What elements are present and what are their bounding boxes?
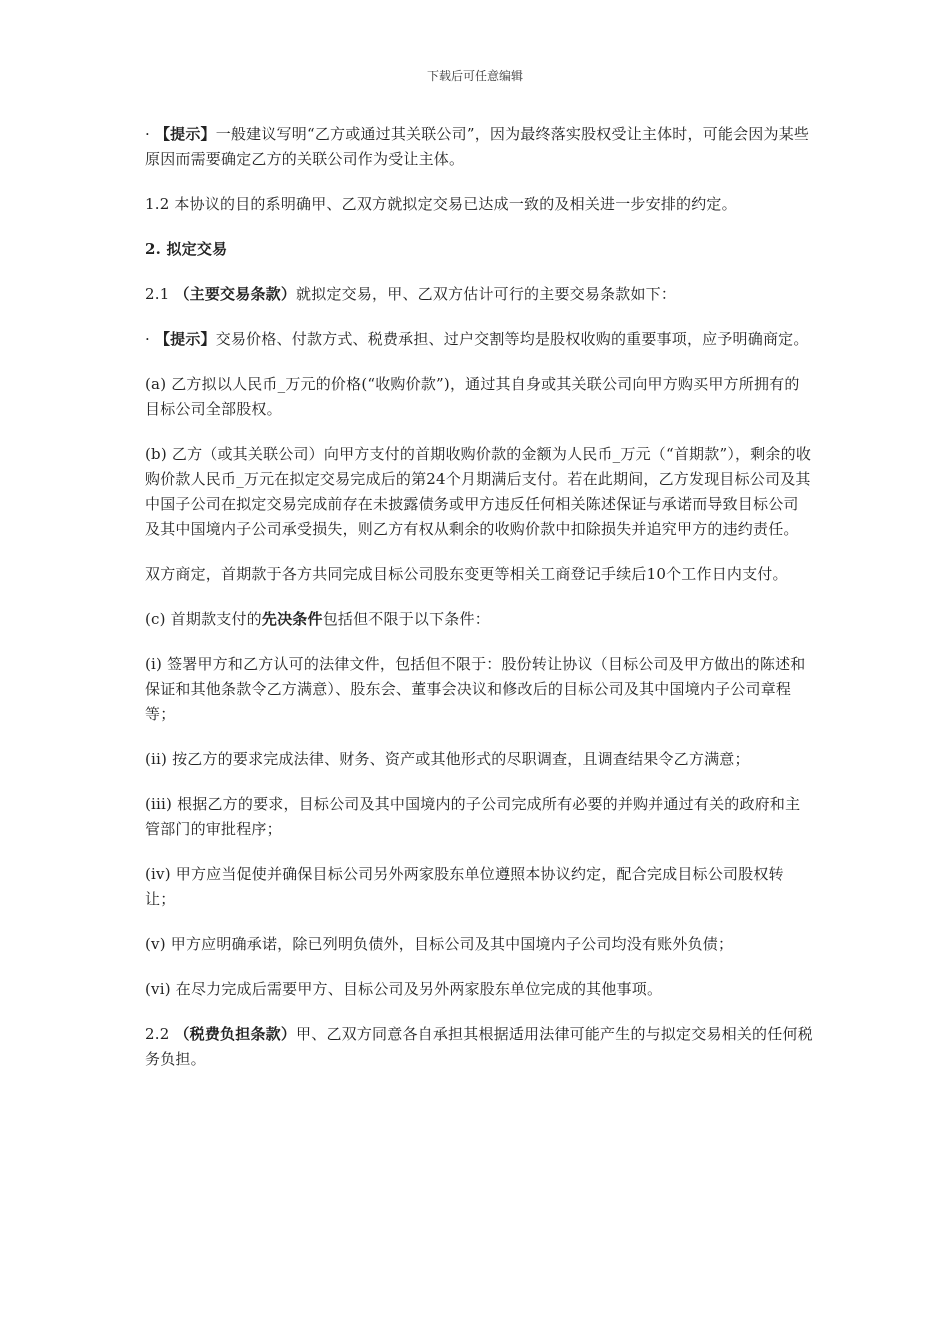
- condition-i: (i) 签署甲方和乙方认可的法律文件，包括但不限于：股份转让协议（目标公司及甲方做出的陈述和保证和其他条款令乙方满意）、股东会、董事会决议和修改后的目标公司及其中国境内子公司章程等；: [145, 655, 806, 723]
- tip-text: 交易价格、付款方式、税费承担、过户交割等均是股权收购的重要事项，应予明确商定。: [215, 330, 809, 348]
- bullet: ·: [145, 125, 155, 143]
- clause-2-2: [145, 1022, 813, 1072]
- clause-text: 甲、乙双方同意各自承担其根据适用法律可能产生的与拟定交易相关的任何税务负担。: [145, 1025, 813, 1068]
- item-a: (a) 乙方拟以人民币_万元的价格(“收购价款”)，通过其自身或其关联公司向甲方购买甲方所拥有的目标公司全部股权。: [145, 375, 800, 418]
- tip-label: 【提示】: [154, 125, 216, 143]
- tip-label: 【提示】: [154, 330, 216, 348]
- condition-v: (v) 甲方应明确承诺，除已列明负债外，目标公司及其中国境内子公司均没有账外负债；: [145, 935, 734, 953]
- clause-title: （主要交易条款）: [174, 285, 297, 303]
- condition-iv: (iv) 甲方应当促使并确保目标公司另外两家股东单位遵照本协议约定，配合完成目标公司股权转让；: [145, 865, 784, 908]
- page-header: 下载后可任意编辑: [426, 69, 523, 83]
- item-c-prefix: (c) 首期款支付的: [145, 610, 262, 628]
- clause-2-1: [145, 282, 813, 307]
- payment-agreement: 双方商定，首期款于各方共同完成目标公司股东变更等相关工商登记手续后10个工作日内支付。: [145, 565, 788, 583]
- tip-paragraph-2: [145, 327, 813, 352]
- clause-title: （税费负担条款）: [174, 1025, 297, 1043]
- bullet: ·: [145, 330, 155, 348]
- condition-ii: (ii) 按乙方的要求完成法律、财务、资产或其他形式的尽职调查，且调查结果令乙方满意；: [145, 750, 750, 768]
- clause-text: 就拟定交易，甲、乙双方估计可行的主要交易条款如下：: [296, 285, 677, 303]
- condition-iii: (iii) 根据乙方的要求，目标公司及其中国境内的子公司完成所有必要的并购并通过有关的政府和主管部门的审批程序；: [145, 795, 801, 838]
- item-c-text: 包括但不限于以下条件：: [322, 610, 490, 628]
- clause-number: 2.1: [145, 285, 175, 303]
- item-c-bold: 先决条件: [261, 610, 323, 628]
- document-body: [145, 122, 813, 1092]
- tip-paragraph-1: [145, 122, 813, 172]
- tip-text: 一般建议写明“乙方或通过其关联公司”，因为最终落实股权受让主体时，可能会因为某些原因而需要确定乙方的关联公司作为受让主体。: [145, 125, 810, 168]
- clause-number: 2.2: [145, 1025, 175, 1043]
- condition-vi: (vi) 在尽力完成后需要甲方、目标公司及另外两家股东单位完成的其他事项。: [145, 980, 663, 998]
- item-b: (b) 乙方（或其关联公司）向甲方支付的首期收购价款的金额为人民币_万元（“首期款”），剩余的收购价款人民币_万元在拟定交易完成后的第24个月期满后支付。若在此期间，乙方发现目标公司及其中国子公司在拟定交易完成前存在未披露债务或甲方违反任何相关陈述保证与承诺而导致目标公司及其中国境内子公司承受损失，则乙方有权从剩余的收购价款中扣除损失并追究甲方的违约责任。: [145, 445, 812, 538]
- section-heading-2: 2. 拟定交易: [145, 240, 228, 258]
- clause-1-2: 1.2 本协议的目的系明确甲、乙双方就拟定交易已达成一致的及相关进一步安排的约定。: [145, 195, 737, 213]
- item-c: [145, 607, 813, 632]
